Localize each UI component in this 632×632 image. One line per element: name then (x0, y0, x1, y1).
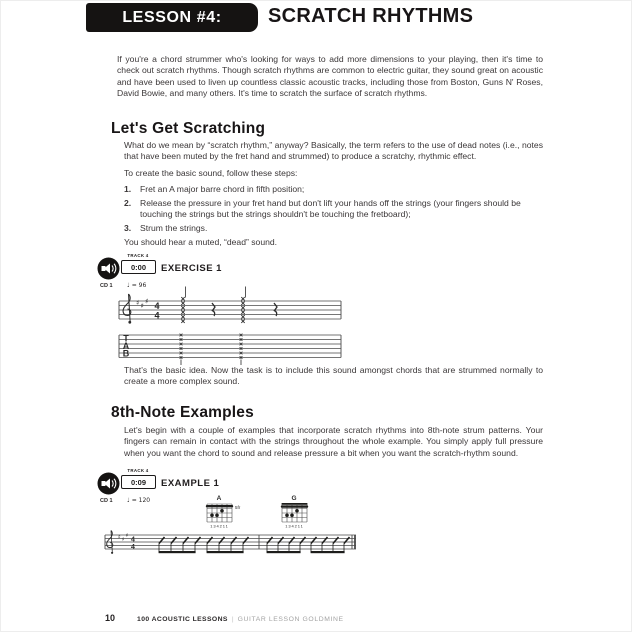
tab-letter: B (122, 348, 130, 359)
tab-muted-column-2 (240, 334, 243, 365)
intro-paragraph: If you're a chord strummer who's looking for ways to add more dimensions to your playing, then it's time to check out scratch rhythms. Though scratch rhythms are common to electric guitar, they sound great on acoustic and have been used to liven up countless classic acoustic tracks, including those from Boston, Guns N' Roses, David Bowie, and many others. It's time to scratch the surface of scratch rhythms. (117, 54, 543, 99)
beam (159, 551, 196, 553)
chord-position-label: 5fr (235, 505, 241, 510)
track-time: 0:09 (130, 477, 146, 487)
example-1-notation (99, 493, 379, 559)
exercise-1-notation (111, 285, 351, 367)
lesson-number-badge (86, 3, 258, 32)
footer-separator: | (231, 616, 234, 623)
step-number: 2. (124, 198, 132, 208)
paragraph-8th-note-intro: Let's begin with a couple of examples that incorporate scratch rhythms into 8th-note strum patterns. Your fingers can remain in contact with the strings throughout the whole example. You simply apply full pressure when you want the chord to sound and release pressure a bit when you want the scratch-rhythm sound. (124, 425, 543, 458)
book-title: 100 ACOUSTIC LESSONS (137, 616, 228, 623)
svg-text:♯: ♯ (121, 537, 125, 543)
step-text: Strum the strings. (140, 223, 208, 234)
paragraph-dead-sound: You should hear a muted, “dead” sound. (124, 237, 278, 247)
speaker-icon (97, 472, 120, 495)
page-title: SCRATCH RHYTHMS (268, 5, 474, 27)
cd-label: CD 1 (100, 498, 113, 504)
section-heading-8th-note-examples: 8th-Note Examples (111, 404, 254, 421)
cd-label: CD 1 (100, 283, 113, 289)
tab-muted-column-1 (180, 334, 183, 365)
slash-notation-measure-2 (267, 537, 350, 553)
track-time: 0:00 (130, 262, 146, 272)
track-number-label: TRACK 4 (127, 468, 149, 473)
time-signature (154, 301, 159, 321)
svg-text:♯: ♯ (125, 533, 129, 539)
tempo-marking: ♩ = 96 (127, 282, 147, 289)
chord-fingering: 134211 (285, 523, 304, 529)
chord-name: A (216, 495, 222, 502)
nut-line (282, 503, 308, 505)
chord-fingering: 134211 (210, 523, 229, 529)
track-time-box (121, 260, 156, 274)
key-signature-sharps (136, 298, 148, 311)
beam (311, 551, 345, 553)
paragraph-scratch-definition: What do we mean by “scratch rhythm,” anyway? Basically, the term refers to the use of dead notes (i.e., notes that have been muted by the fret hand and strummed) to produce a scratchy, rhythmic effect. (124, 140, 543, 162)
chord-name: G (291, 495, 297, 502)
beam (207, 551, 244, 553)
step-item-1 (124, 184, 543, 195)
svg-text:♯: ♯ (136, 299, 140, 307)
track-number-label: TRACK 4 (127, 253, 149, 258)
tab-letter: A (122, 341, 130, 351)
svg-text:♯: ♯ (140, 302, 144, 310)
step-number: 1. (124, 184, 132, 194)
staff-lines (105, 535, 356, 549)
svg-text:♯: ♯ (118, 534, 121, 541)
beam (267, 551, 301, 553)
svg-text:4: 4 (131, 536, 135, 544)
slash-notation-measure-1 (159, 537, 249, 553)
page-footer (105, 613, 344, 623)
step-text: Fret an A major barre chord in fifth position; (140, 184, 305, 194)
svg-text:♯: ♯ (145, 297, 149, 306)
svg-text:4: 4 (154, 310, 160, 321)
svg-text:4: 4 (154, 301, 160, 311)
paragraph-steps-lead-in: To create the basic sound, follow these steps: (124, 168, 298, 178)
speaker-icon (97, 257, 120, 280)
exercise-title: EXERCISE 1 (161, 263, 222, 274)
muted-chord-2 (241, 287, 245, 323)
step-item-2 (124, 198, 543, 221)
step-number: 3. (124, 223, 132, 234)
lesson-label: LESSON #4: (122, 8, 222, 26)
muted-chord-1 (181, 287, 185, 323)
tempo-marking: ♩ = 120 (127, 497, 151, 504)
section-heading-lets-get-scratching: Let's Get Scratching (111, 120, 266, 137)
tab-letter: T (123, 333, 129, 344)
chord-diagram-a (207, 495, 241, 529)
track-time-box (121, 475, 156, 489)
chord-diagram-g (282, 495, 308, 529)
svg-text:4: 4 (131, 543, 135, 551)
time-signature (131, 537, 135, 551)
series-title: GUITAR LESSON GOLDMINE (237, 616, 344, 623)
step-item-3 (124, 223, 543, 234)
paragraph-basic-idea: That's the basic idea. Now the task is to include this sound amongst chords that are strummed normally to create a more complex sound. (124, 365, 543, 387)
key-signature-sharps (118, 532, 129, 543)
step-text: Release the pressure in your fret hand but don't lift your hands off the strings (your fingers should be touching the strings but the strings shouldn't be touching the fretboard); (140, 198, 521, 220)
steps-list (124, 184, 543, 237)
example-title: EXAMPLE 1 (161, 478, 220, 489)
page-number: 10 (105, 613, 116, 623)
